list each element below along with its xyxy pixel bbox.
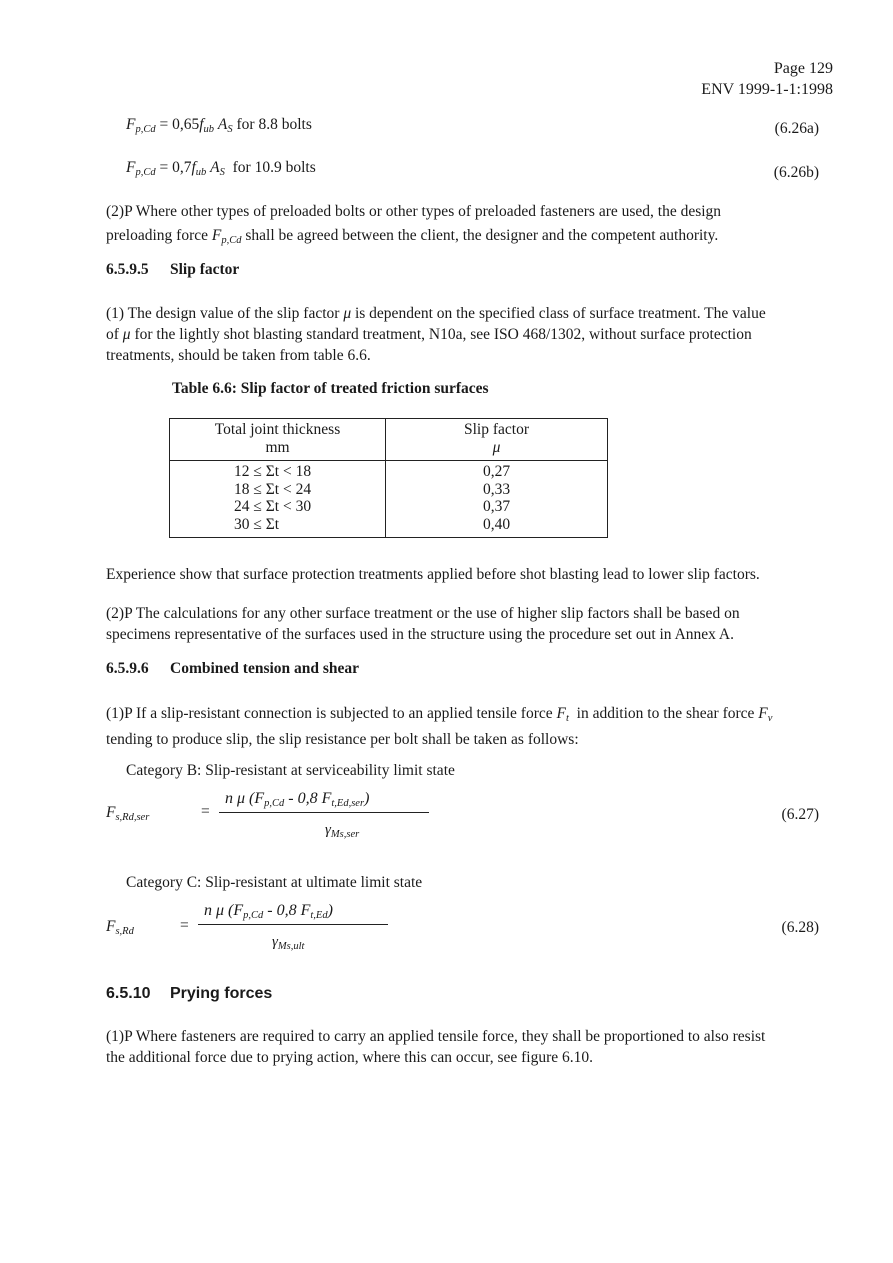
numerator: n μ ($F_{p,Cd} - 0,8$ $F_{t,Ed,ser}$)	[225, 790, 370, 809]
equation-6-27-fraction	[219, 790, 429, 840]
page-number: Page 129	[773, 60, 833, 77]
paragraph-prying: (1)P Where fasteners are required to carry an applied tensile force, they shall be proportioned to also resist the additional force due to prying action, where this can occur, see figure 6.10.	[106, 1028, 766, 1066]
page-header	[701, 58, 833, 100]
column-header-thickness: Total joint thickness	[214, 421, 341, 438]
table-cell-thickness: 30 ≤ Σt	[234, 515, 280, 533]
column-header-symbol: μ	[492, 438, 501, 456]
section-heading-6-5-10: 6.5.10 Prying forces	[106, 985, 273, 1002]
paragraph-combined: (1)P If a slip-resistant connection is subjected to an applied tensile force $F_t$ in addition to the shear force $F_v$ tending to produce slip, the slip resistance per bolt shall be taken as follows:	[106, 705, 773, 748]
table-cell-thickness: 24 ≤ Σt < 30	[234, 498, 312, 515]
section-heading-6-5-9-5: 6.5.9.5 Slip factor	[106, 261, 240, 278]
equation-number: (6.28)	[781, 919, 819, 936]
column-header-slip-factor: Slip factor	[464, 421, 529, 438]
column-header-unit: mm	[265, 438, 290, 456]
table-header-row	[170, 419, 608, 461]
document-code: ENV 1999-1-1:1998	[701, 81, 833, 98]
category-b-label: Category B: Slip-resistant at serviceability limit state	[126, 762, 455, 779]
paragraph-experience: Experience show that surface protection treatments applied before shot blasting lead to lower slip factors.	[106, 566, 760, 583]
table-cell-slip-factor: 0,40	[482, 515, 511, 533]
fraction-bar	[219, 812, 429, 813]
table-cell-thickness: 18 ≤ Σt < 24	[234, 480, 312, 498]
equation-number: (6.26b)	[773, 164, 819, 181]
table-cell-slip-factor: 0,37	[482, 498, 511, 515]
table-cell-slip-factor: 0,27	[482, 463, 511, 480]
table-cell-slip-factor: 0,33	[482, 480, 511, 498]
paragraph-slip-factor: (1) The design value of the slip factor μ is dependent on the specified class of surface treatment. The value of μ for the lightly shot blasting standard treatment, N10a, see ISO 468/1302, without surface protection treatments, should be taken from table 6.6.	[106, 305, 766, 364]
paragraph-preloaded-fasteners: (2)P Where other types of preloaded bolts or other types of preloaded fasteners are used, the design preloading force $F_{p,Cd}$ shall be agreed between the client, the designer and the competent authority.	[106, 203, 722, 246]
slip-factor-table	[169, 418, 608, 538]
table-body-row	[170, 461, 608, 538]
equation-6-28-lhs: $F_{s,Rd}$	[106, 918, 134, 937]
equals-sign: =	[201, 803, 210, 820]
paragraph-other-treatment: (2)P The calculations for any other surface treatment or the use of higher slip factors shall be based on specimens representative of the surfaces used in the structure using the procedure set out in Annex A.	[106, 605, 740, 643]
equation-6-27-lhs: $F_{s,Rd,ser}$	[106, 804, 150, 823]
section-heading-6-5-9-6: 6.5.9.6 Combined tension and shear	[106, 660, 360, 677]
fraction-bar	[198, 924, 388, 925]
equation-6-28-fraction	[198, 902, 388, 952]
table-cell-thickness: 12 ≤ Σt < 18	[234, 463, 312, 480]
denominator: $\gamma_{Ms,ser}$	[325, 822, 360, 840]
equation-number: (6.27)	[781, 806, 819, 823]
equals-sign: =	[180, 917, 189, 934]
equation-6-26b: $F_{p,Cd} = 0,7f_{ub}$ $A_S$ for 10.9 bolts	[126, 159, 316, 178]
equation-6-26a: $F_{p,Cd} = 0,65f_{ub}$ $A_S$ for 8.8 bolts	[126, 116, 312, 135]
category-c-label: Category C: Slip-resistant at ultimate limit state	[126, 874, 423, 891]
table-caption: Table 6.6: Slip factor of treated friction surfaces	[172, 380, 489, 397]
denominator: $\gamma_{Ms,ult}$	[272, 934, 305, 952]
equation-number: (6.26a)	[774, 120, 819, 137]
numerator: n μ ($F_{p,Cd} - 0,8$ $F_{t,Ed}$)	[204, 902, 333, 921]
